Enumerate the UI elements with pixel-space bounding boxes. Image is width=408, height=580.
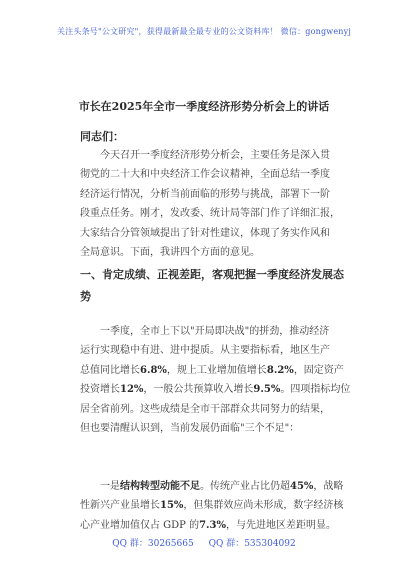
document-title: 市长在2025年全市一季度经济形势分析会上的讲话 xyxy=(78,100,330,113)
paragraph-line xyxy=(80,361,352,380)
investment-growth-value: 12% xyxy=(120,384,144,396)
text-run: 性新兴产业虽增长 xyxy=(80,500,160,512)
text-run: 。传统产业占比仍超 xyxy=(200,481,290,492)
intro-line: 段重点任务。刚才，发改委、统计局等部门作了详细汇报， xyxy=(80,208,340,220)
text-run: 总值同比增长 xyxy=(80,364,140,376)
digital-share-value: 7.3% xyxy=(199,519,226,531)
paragraph-line: 居全省前列。这些成绩是全市干部群众共同努力的结果， xyxy=(80,403,330,415)
point-1-paragraph xyxy=(80,477,352,535)
intro-line: 全局意识。下面，我讲四个方面的意见。 xyxy=(80,247,260,259)
text-run: 。四项指标均位 xyxy=(280,384,351,396)
industrial-growth-value: 8.2% xyxy=(266,364,294,376)
revenue-growth-value: 9.5% xyxy=(253,384,281,396)
section-heading-line: 势 xyxy=(80,290,91,303)
paragraph-line xyxy=(80,496,352,515)
text-run: ，一般公共预算收入增长 xyxy=(143,384,254,396)
section-heading-line: 一、肯定成绩、正视差距，客观把握一季度经济发展态 xyxy=(80,268,344,281)
text-run: ，与先进地区差距明显。 xyxy=(226,519,336,531)
intro-paragraph xyxy=(80,146,352,262)
intro-line: 今天召开一季度经济形势分析会，主要任务是深入贯 xyxy=(100,150,330,161)
paragraph-line xyxy=(80,477,352,496)
section-1-heading xyxy=(80,264,356,308)
paragraph-line xyxy=(80,380,352,399)
intro-line: 经济运行情况，分析当前面临的形势与挑战，部署下一阶 xyxy=(80,188,330,200)
text-run: ，战略 xyxy=(313,481,344,492)
text-run: 心产业增加值仅占 GDP 的 xyxy=(80,519,200,531)
intro-line: 大家结合分管领域提出了针对性建议，体现了务实作风和 xyxy=(80,227,330,239)
traditional-share-value: 45% xyxy=(290,481,314,492)
point-1-key-phrase: 结构转型动能不足 xyxy=(120,481,200,492)
text-run: ，固定资产 xyxy=(293,364,344,376)
gdp-growth-value: 6.8% xyxy=(140,364,167,376)
salutation: 同志们： xyxy=(80,130,124,143)
text-run: ，但集群效应尚未形成，数字经济核 xyxy=(183,500,344,512)
footer-qq-groups xyxy=(0,536,408,549)
paragraph-line: 运行实现稳中有进、进中提质。从主要指标看，地区生产 xyxy=(80,345,330,357)
qq-group-1[interactable]: QQ 群：30265665 xyxy=(112,539,194,549)
section-1-paragraph xyxy=(80,322,352,438)
text-run: ，规上工业增加值增长 xyxy=(166,364,267,376)
emerging-growth-value: 15% xyxy=(160,500,184,512)
qq-group-2[interactable]: QQ 群：535304092 xyxy=(208,539,296,549)
promo-banner[interactable]: 关注头条号"公文研究"，获得最新最全最专业的公文资料库！ 微信：gongwenyj xyxy=(56,27,352,36)
paragraph-line: 但也要清醒认识到，当前发展仍面临"三个不足"： xyxy=(80,423,300,435)
intro-line: 彻党的二十大和中央经济工作会议精神，全面总结一季度 xyxy=(80,169,330,181)
paragraph-line: 一季度，全市上下以"开局即决战"的拼劲，推动经济 xyxy=(100,326,330,337)
text-run: 一是 xyxy=(100,481,120,492)
paragraph-line xyxy=(80,516,352,535)
text-run: 投资增长 xyxy=(80,384,120,396)
